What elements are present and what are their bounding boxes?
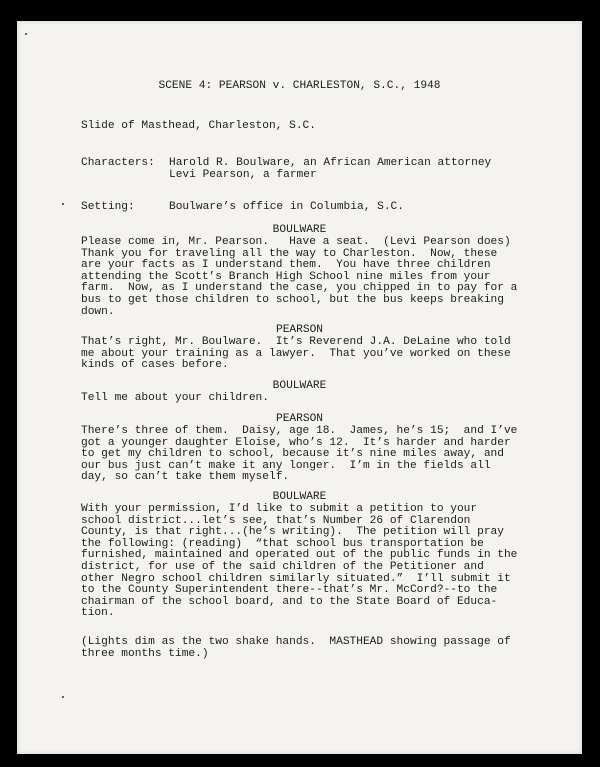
dialogue-text: There’s three of them. Daisy, age 18. James, he’s 15; and I’ve got a younger daughter Eloise, who’s 12. It’s harder and harder to get my children to school, because it’s nine miles away, and our bus just can’t make it any longer. I’m in the fields all day, so can’t take them myself.: [81, 425, 518, 484]
setting-label: Setting:: [81, 201, 135, 213]
characters-label: Characters:: [81, 157, 155, 169]
character-pearson: Levi Pearson, a farmer: [169, 169, 317, 181]
dialogue-text: That’s right, Mr. Boulware. It’s Reverend J.A. DeLaine who told me about your training as a lawyer. That you’ve worked on these kinds of cases before.: [81, 336, 511, 372]
slide-note: Slide of Masthead, Charleston, S.C.: [81, 120, 316, 132]
dialogue-text: Tell me about your children.: [81, 392, 269, 404]
dialogue-text: Please come in, Mr. Pearson. Have a seat. (Levi Pearson does) Thank you for traveling all the way to Charleston. Now, these are your facts as I understand them. You have three children attending the Scott’s Branch High School nine miles from your farm. Now, as I understand the case, you chipped in to pay for a bus to get those children to school, but the bus keeps breaking down.: [81, 236, 518, 318]
speaker-name: BOULWARE: [272, 491, 327, 503]
setting-text: Boulware’s office in Columbia, S.C.: [169, 201, 404, 213]
speaker-name: BOULWARE: [272, 380, 327, 392]
dialogue-text: With your permission, I’d like to submit a petition to your school district...let’s see, that’s Number 26 of Clarendon County, is that right...(he’s writing). The petition will pray the following: (reading) “that school bus transportation be furnished, maintained and operated out of the public funds in the district, for use of the said children of the Petitioner and other Negro school children similarly situated.” I’ll submit it to the County Superintendent there--that’s Mr. McCord?--to the chairman of the school board, and to the State Board of Educa- tion.: [81, 503, 518, 620]
character-boulware: Harold R. Boulware, an African American attorney: [169, 157, 492, 169]
speaker-name: BOULWARE: [272, 224, 327, 236]
document-page: [17, 21, 582, 754]
stage-direction: (Lights dim as the two shake hands. MASTHEAD showing passage of three months time.): [81, 636, 511, 660]
speaker-name: PEARSON: [276, 324, 323, 336]
paper-speck: [25, 33, 27, 35]
speaker-name: PEARSON: [276, 413, 323, 425]
paper-speck: [62, 203, 64, 205]
paper-speck: [62, 696, 64, 698]
scene-title: SCENE 4: PEARSON v. CHARLESTON, S.C., 1948: [158, 80, 441, 92]
